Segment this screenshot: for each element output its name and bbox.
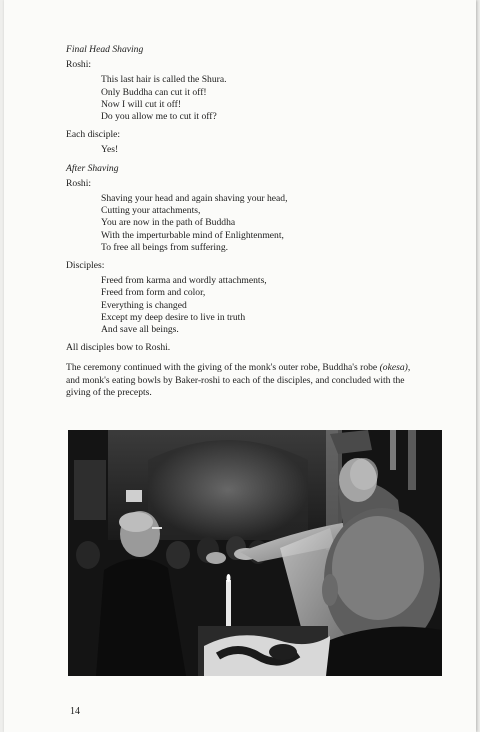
verse-line: Everything is changed	[101, 299, 187, 311]
ceremony-photo-illustration	[68, 430, 442, 676]
verse-line: Only Buddha can cut it off!	[101, 86, 207, 98]
verse-line: And save all beings.	[101, 324, 179, 336]
page-number: 14	[70, 706, 80, 717]
speaker-each-disciple: Each disciple:	[66, 129, 121, 141]
verse-line: With the imperturbable mind of Enlightenment,	[101, 229, 284, 241]
okesa-term: (okesa)	[379, 362, 408, 374]
verse-line: Freed from form and color,	[101, 287, 206, 299]
book-page	[4, 0, 476, 732]
speaker-roshi: Roshi:	[66, 177, 92, 189]
ceremony-text-end: , and monk's eating bowls by Baker-roshi to each of the disciples, and concluded with the giving of the precepts.	[66, 362, 411, 398]
verse-yes	[101, 144, 426, 156]
verse-line: Now I will cut it off!	[101, 98, 182, 110]
ceremony-paragraph	[66, 362, 426, 399]
verse-line: Freed from karma and wordly attachments,	[101, 275, 267, 287]
verse-line: Do you allow me to cut it off?	[101, 111, 217, 123]
verse-after-shaving	[101, 193, 426, 254]
speaker-roshi: Roshi:	[66, 59, 92, 71]
section-heading-final-head-shaving: Final Head Shaving	[66, 44, 144, 55]
speaker-disciples: Disciples:	[66, 260, 105, 272]
verse-line: You are now in the path of Buddha	[101, 217, 236, 229]
verse-shura	[101, 74, 426, 123]
verse-line: Except my deep desire to live in truth	[101, 311, 246, 323]
section-heading-after-shaving: After Shaving	[66, 162, 119, 174]
bow-instruction: All disciples bow to Roshi.	[66, 342, 171, 354]
ceremony-text-start: The ceremony continued with the giving of the monk's outer robe, Buddha's robe	[66, 362, 380, 374]
verse-line: This last hair is called the Shura.	[101, 74, 227, 86]
ceremony-photograph	[68, 430, 442, 676]
verse-line: Cutting your attachments,	[101, 205, 201, 217]
verse-line: To free all beings from suffering.	[101, 241, 229, 253]
verse-line: Shaving your head and again shaving your head,	[101, 193, 288, 205]
page-text	[66, 44, 426, 399]
verse-line: Yes!	[101, 144, 119, 156]
verse-disciples	[101, 275, 426, 336]
